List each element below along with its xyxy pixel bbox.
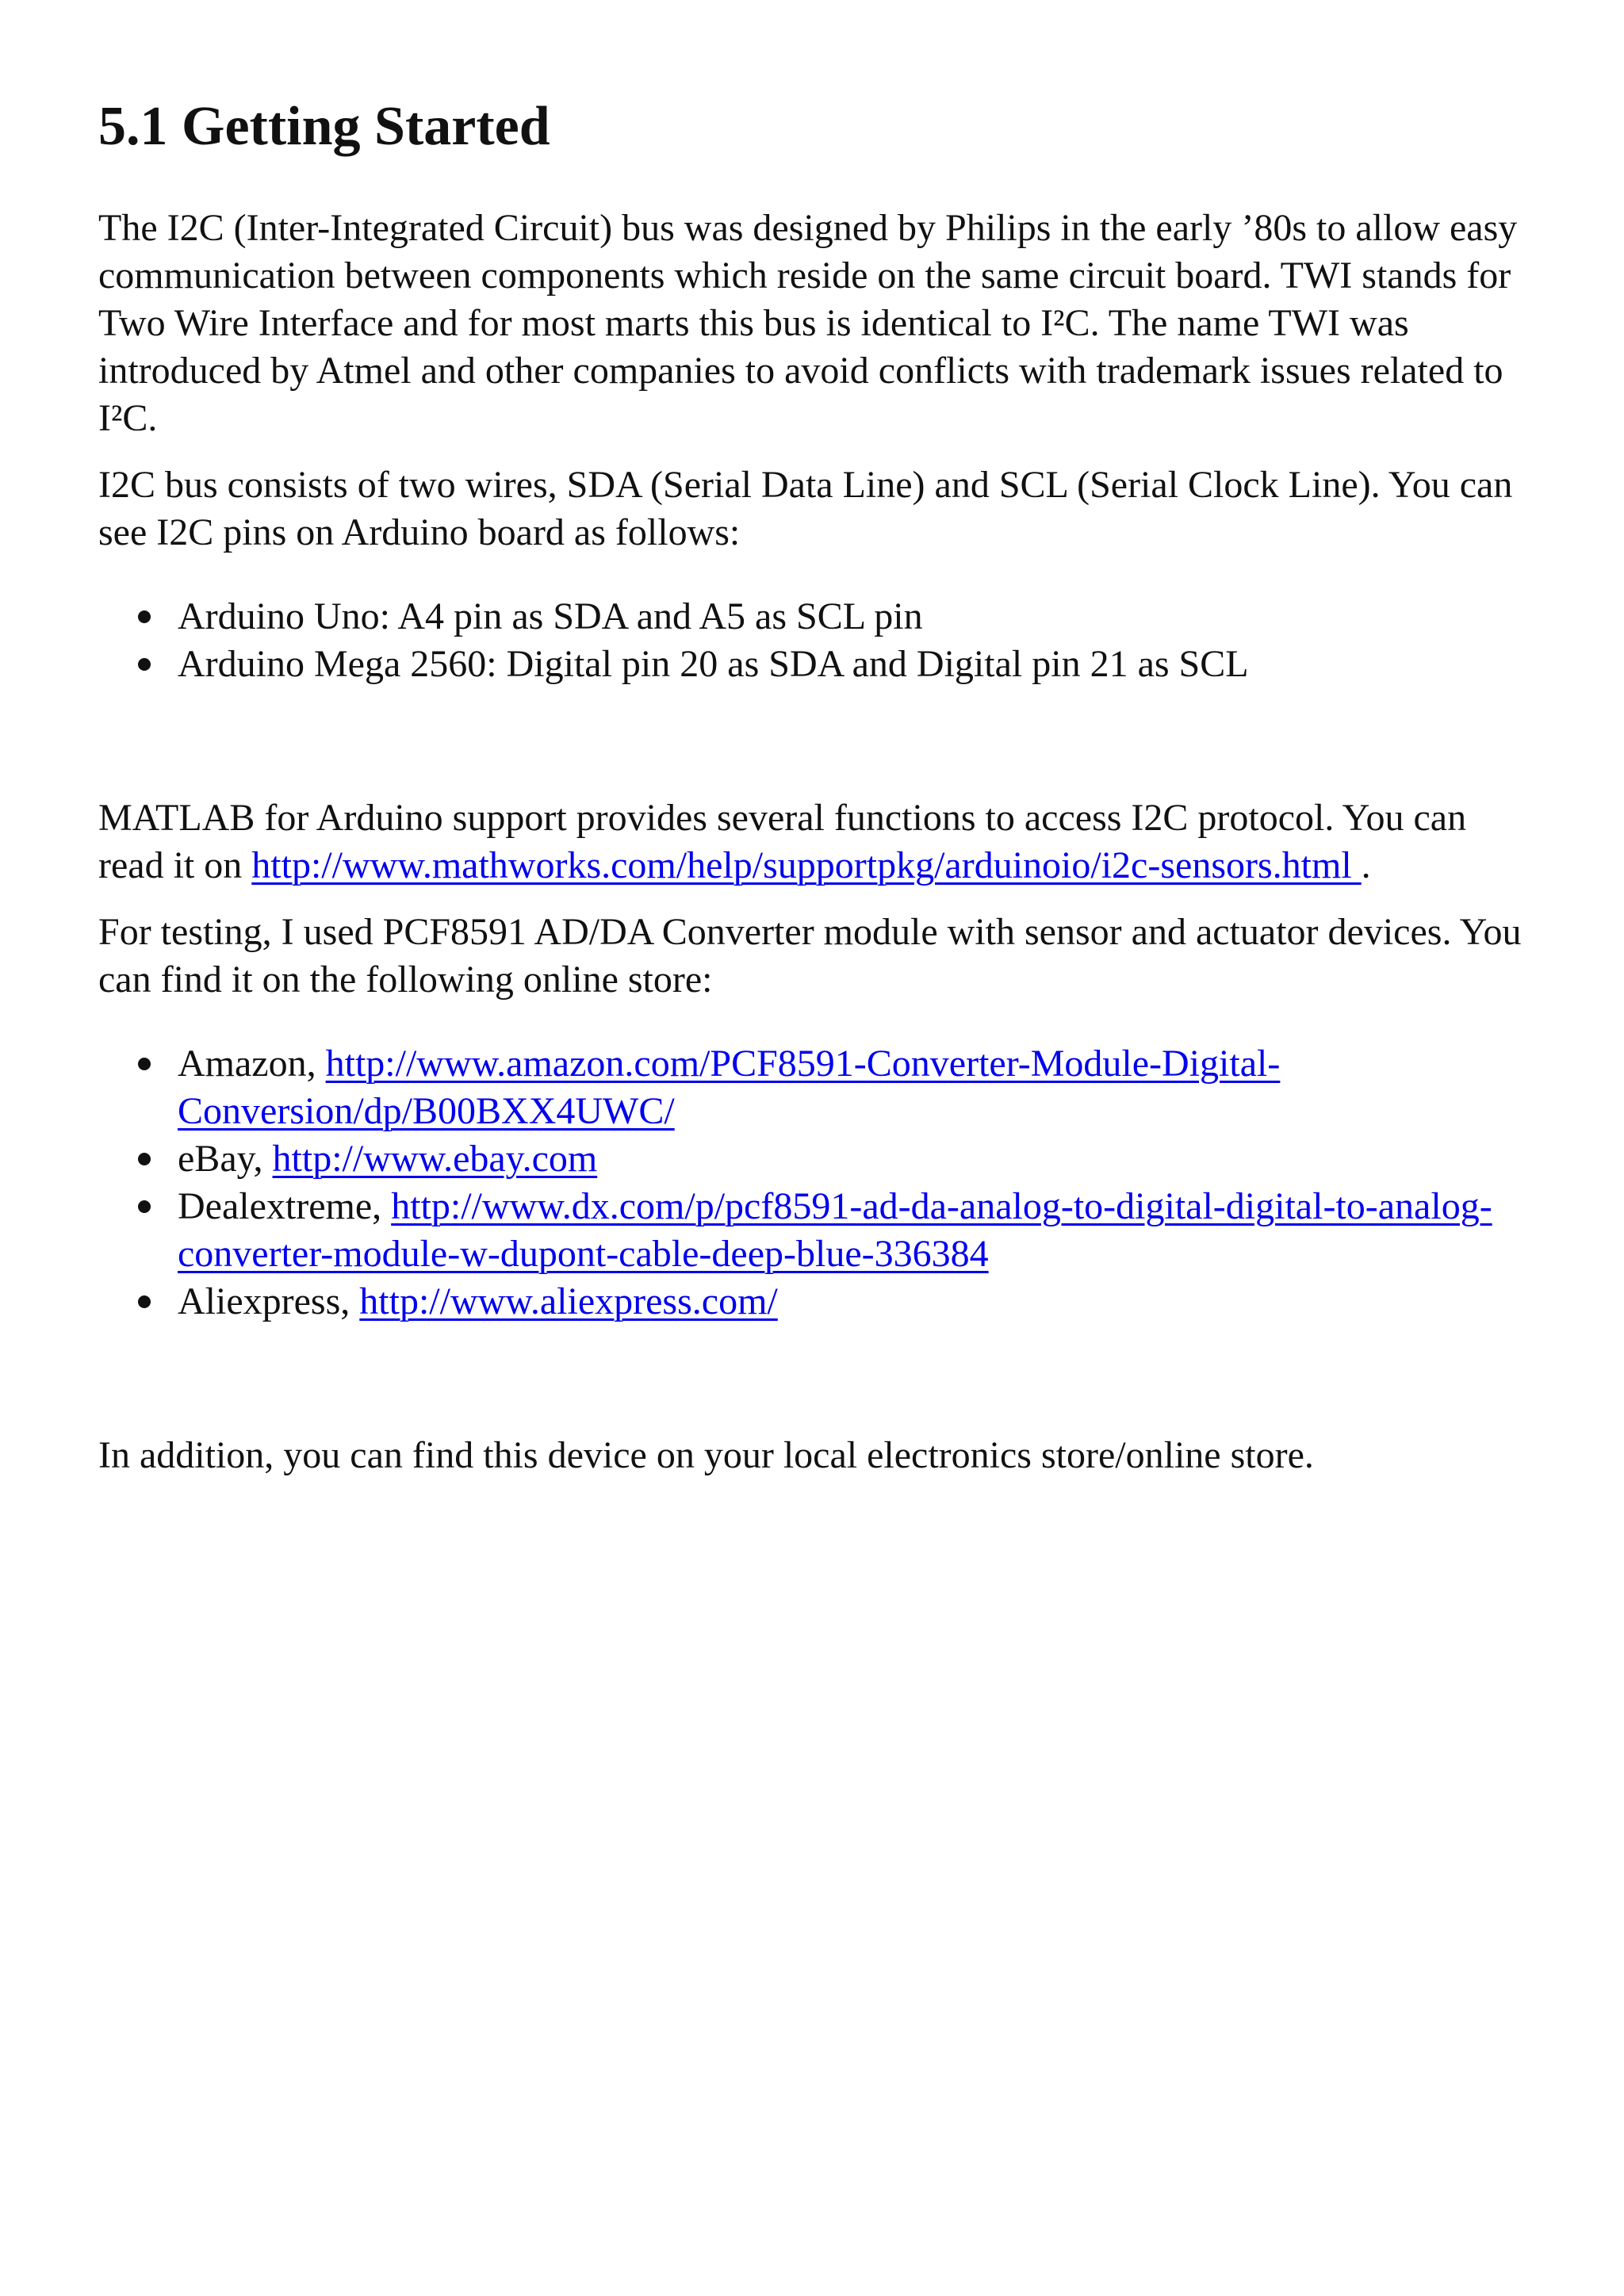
store-label: Dealextreme,: [178, 1185, 392, 1227]
bullet-icon: [138, 658, 151, 671]
document-page: [98, 94, 1526, 1498]
bullet-icon: [138, 1295, 151, 1308]
list-item: [178, 593, 1526, 641]
store-label: Amazon,: [178, 1043, 326, 1085]
closing-paragraph: In addition, you can find this device on your local electronics store/online store.: [98, 1434, 1314, 1476]
store-label: eBay,: [178, 1138, 273, 1180]
paragraph-text: MATLAB for Arduino support provides several functions to access I2C protocol. You can read it on: [98, 797, 1467, 886]
paragraph-text: .: [1361, 844, 1371, 886]
list-item: [178, 1183, 1526, 1278]
amazon-link[interactable]: http://www.amazon.com/PCF8591-Converter-Module-Digital-Conversion/dp/B00BXX4UWC/: [178, 1043, 1281, 1132]
matlab-paragraph: [98, 794, 1526, 890]
list-item: [178, 1040, 1526, 1135]
bullet-icon: [138, 1153, 151, 1165]
i2c-bus-paragraph: I2C bus consists of two wires, SDA (Serial Data Line) and SCL (Serial Clock Line). You can see I2C pins on Arduino board as follows:: [98, 464, 1513, 553]
ebay-link[interactable]: http://www.ebay.com: [272, 1138, 598, 1180]
store-list: [98, 1040, 1526, 1326]
aliexpress-link[interactable]: http://www.aliexpress.com/: [359, 1280, 778, 1322]
bullet-icon: [138, 1058, 151, 1070]
list-item: [178, 1135, 1526, 1183]
mathworks-link[interactable]: http://www.mathworks.com/help/supportpkg/arduinoio/i2c-sensors.html: [251, 844, 1362, 886]
spacer: [98, 1326, 1526, 1432]
section-heading: 5.1 Getting Started: [98, 96, 550, 157]
spacer: [98, 688, 1526, 794]
list-item-text: Arduino Mega 2560: Digital pin 20 as SDA and Digital pin 21 as SCL: [178, 643, 1249, 685]
intro-paragraph: The I2C (Inter-Integrated Circuit) bus was designed by Philips in the early ’80s to allow easy communication between components which reside on the same circuit board. TWI stands for Two Wire Interface and for most marts this bus is identical to I²C. The name TWI was introduced by Atmel and other companies to avoid conflicts with trademark issues related to I²C.: [98, 207, 1518, 439]
list-item: [178, 641, 1526, 688]
bullet-icon: [138, 1200, 151, 1213]
bullet-icon: [138, 610, 151, 623]
dealextreme-link[interactable]: http://www.dx.com/p/pcf8591-ad-da-analog-to-digital-digital-to-analog-converter-module-w-dupont-cable-deep-blue-336384: [178, 1185, 1492, 1275]
store-label: Aliexpress,: [178, 1280, 360, 1322]
list-item: [178, 1278, 1526, 1326]
list-item-text: Arduino Uno: A4 pin as SDA and A5 as SCL pin: [178, 595, 923, 637]
testing-paragraph: For testing, I used PCF8591 AD/DA Converter module with sensor and actuator devices. You can find it on the following online store:: [98, 911, 1522, 1001]
pin-list: [98, 593, 1526, 688]
